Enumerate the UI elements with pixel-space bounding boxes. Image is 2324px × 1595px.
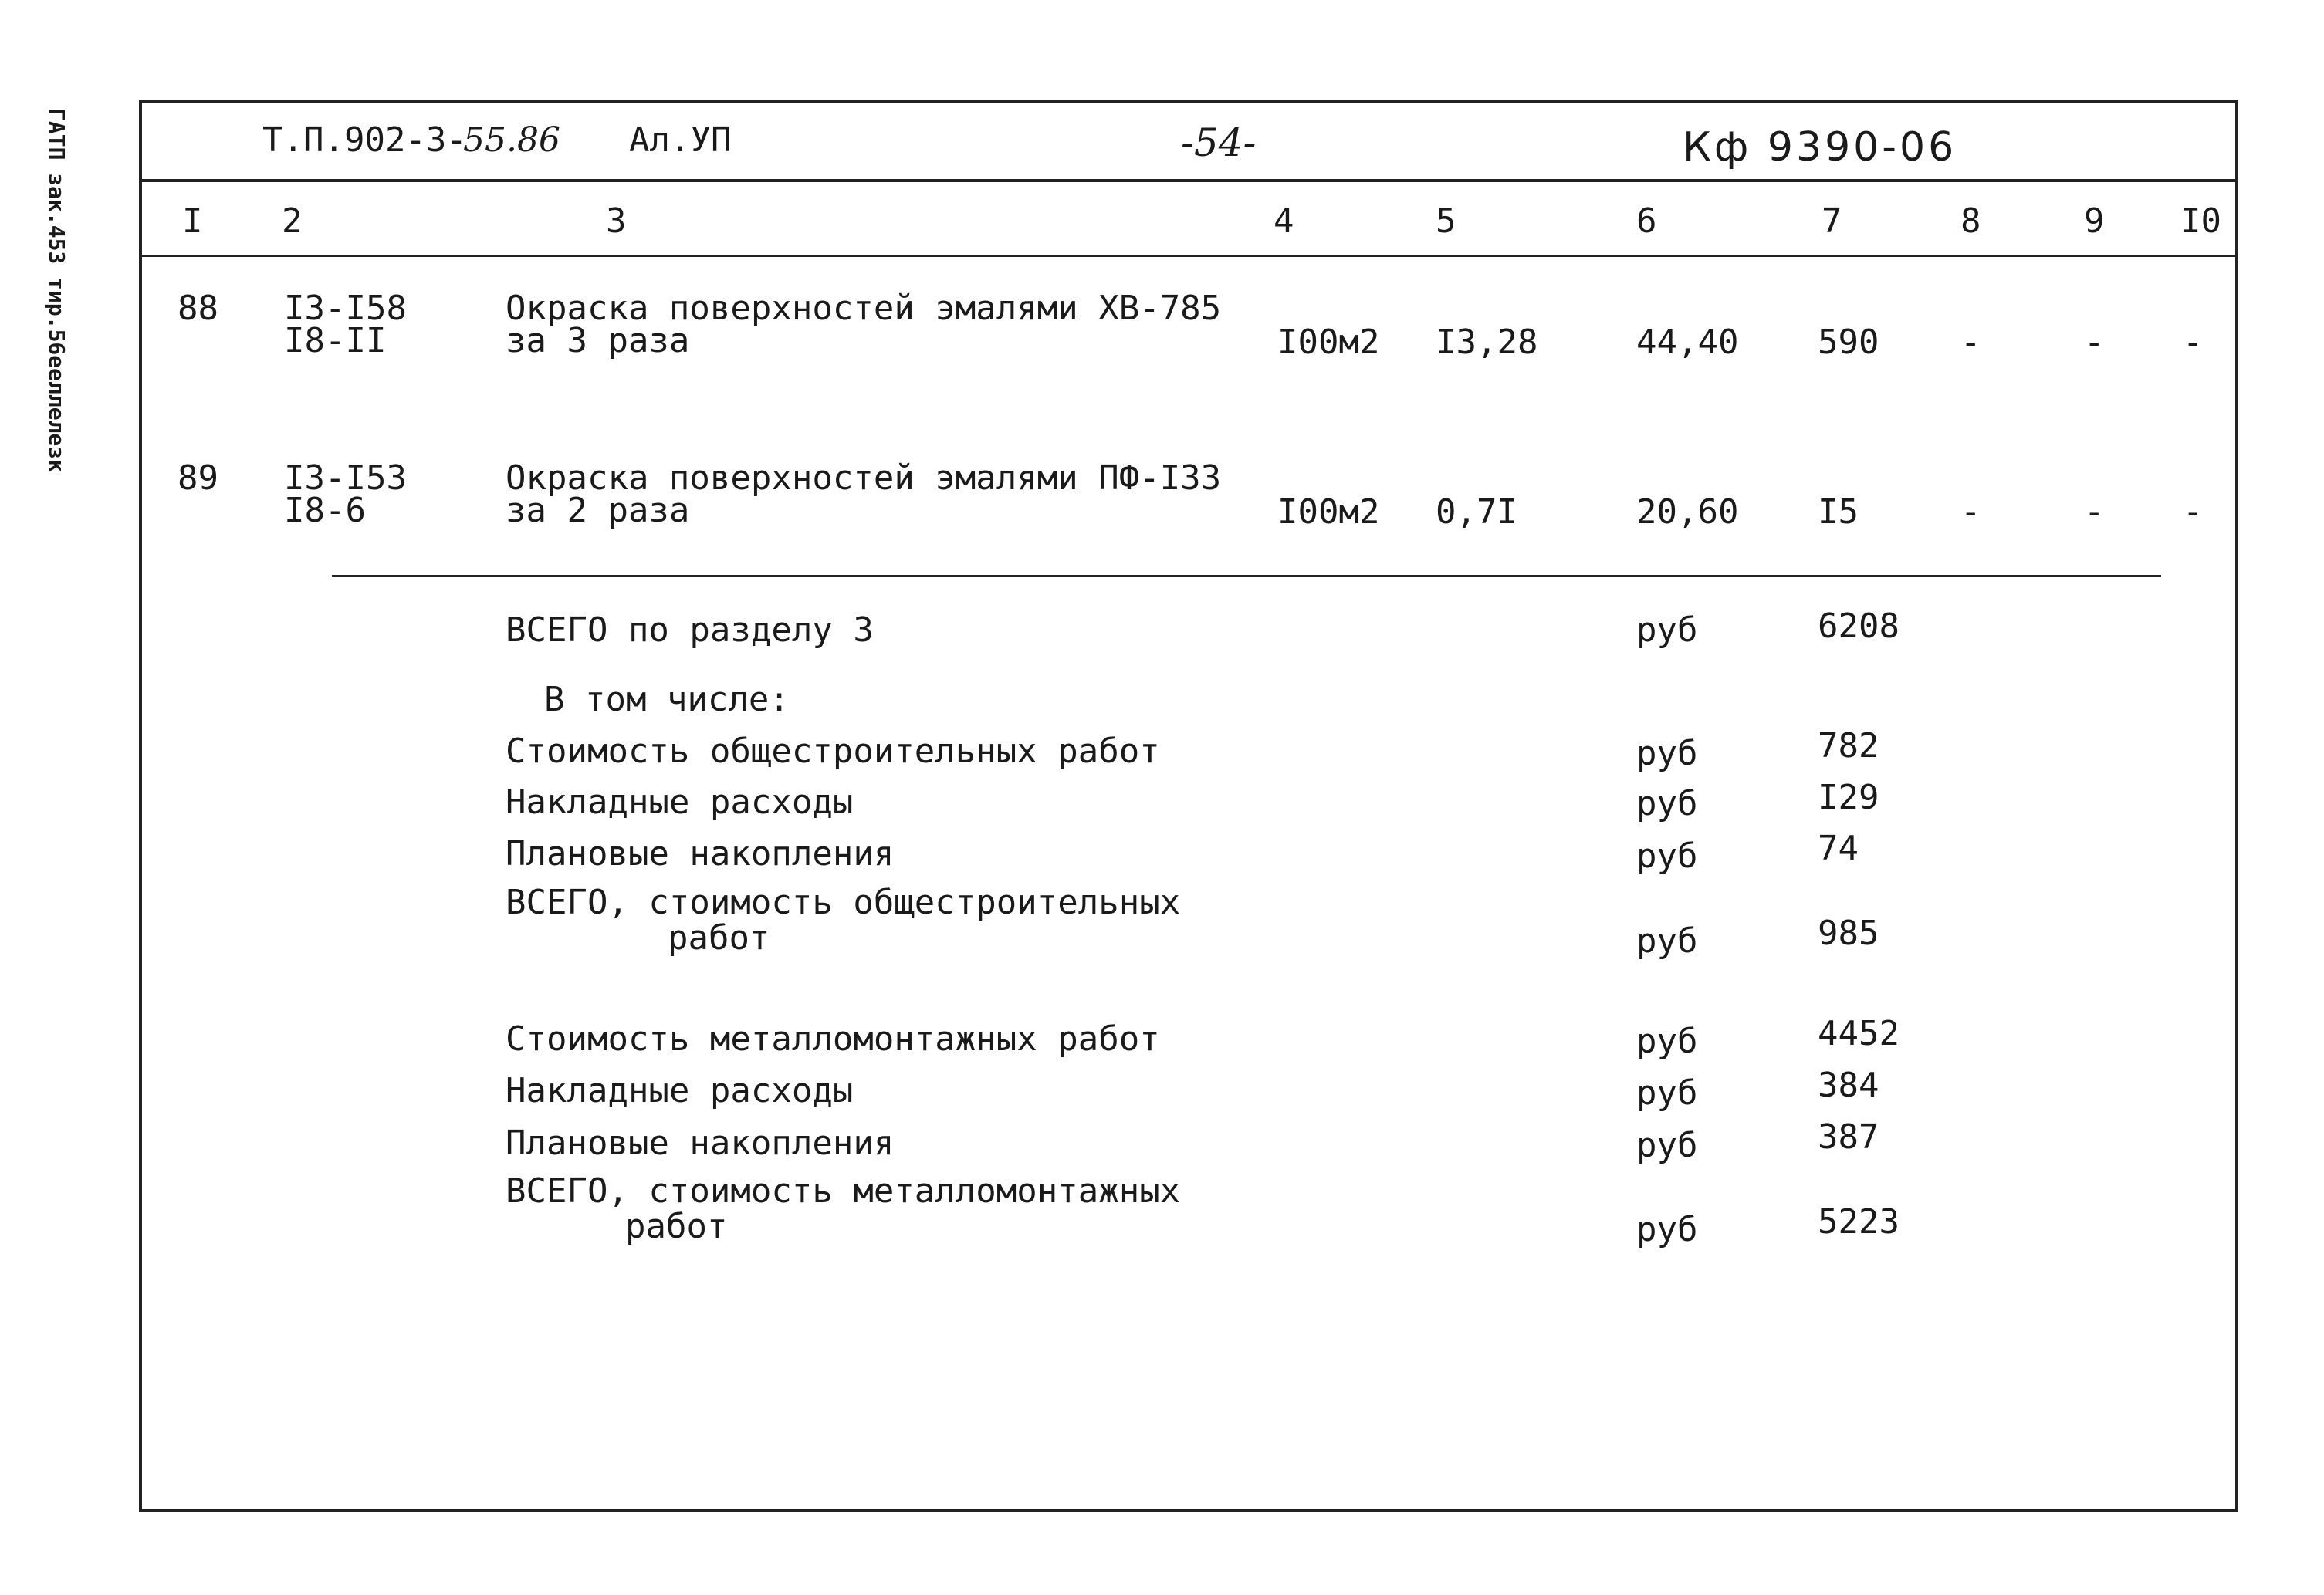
summary-item-label: ВСЕГО, стоимость общестроительных [506, 883, 1181, 922]
row-89-price: 20,60 [1636, 492, 1739, 532]
summary-item-value: 4452 [1818, 1014, 1899, 1053]
side-stamp [46, 108, 93, 540]
row-89-code1: I3-I53 [284, 458, 407, 498]
summary-item-unit: руб [1636, 1210, 1698, 1249]
row-89-code2: I8-6 [284, 491, 366, 530]
row-89-num: 89 [178, 458, 218, 498]
col-header-7: 7 [1822, 201, 1842, 241]
summary-item-unit: руб [1636, 921, 1698, 961]
summary-item-label: ВСЕГО, стоимость металломонтажных [506, 1171, 1181, 1211]
side-stamp-text: ГАТП зак.453 тир.56ееллелезк [44, 108, 69, 473]
row-89-col8: - [1960, 492, 1981, 532]
row-88-code1: I3-I58 [284, 289, 407, 328]
row-88-col10: - [2183, 323, 2204, 362]
row-89-col10: - [2183, 492, 2204, 532]
album-label: Ал.УП [629, 120, 732, 160]
header-divider [139, 179, 2238, 182]
col-header-1: I [182, 201, 203, 241]
summary-item-label: Плановые накопления [506, 1124, 895, 1163]
section-total-value: 6208 [1818, 607, 1899, 646]
col-header-3: 3 [606, 201, 627, 241]
summary-item-unit: руб [1636, 1022, 1698, 1061]
col-header-6: 6 [1636, 201, 1657, 241]
row-88-unit: I00м2 [1277, 323, 1380, 362]
summary-item-unit: руб [1636, 784, 1698, 823]
row-88-qty: I3,28 [1436, 323, 1538, 362]
row-89-col9: - [2084, 492, 2105, 532]
row-89-desc2: за 2 раза [506, 491, 690, 530]
row-88-col9: - [2084, 323, 2105, 362]
summary-item-label-cont: работ [668, 918, 770, 958]
rows-bottom-divider [332, 575, 2161, 577]
row-88-num: 88 [178, 289, 218, 328]
page-number: -54- [1181, 120, 1257, 165]
summary-item-unit: руб [1636, 1126, 1698, 1165]
summary-item-value: 782 [1818, 726, 1879, 765]
including-label: В том числе: [544, 680, 790, 719]
summary-item-value: 985 [1818, 914, 1879, 953]
summary-item-value: 74 [1818, 829, 1859, 868]
col-header-2: 2 [282, 201, 303, 241]
row-88-price: 44,40 [1636, 323, 1739, 362]
summary-item-value: 5223 [1818, 1202, 1899, 1242]
summary-item-unit: руб [1636, 1073, 1698, 1113]
col-header-5: 5 [1436, 201, 1456, 241]
summary-item-unit: руб [1636, 836, 1698, 876]
summary-item-label: Стоимость общестроительных работ [506, 732, 1160, 771]
summary-item-label-cont: работ [625, 1207, 728, 1246]
col-header-8: 8 [1960, 201, 1981, 241]
column-header-divider [139, 255, 2238, 257]
summary-item-value: I29 [1818, 778, 1879, 817]
summary-item-label: Накладные расходы [506, 1071, 854, 1110]
summary-item-value: 384 [1818, 1066, 1879, 1105]
section-total-label: ВСЕГО по разделу 3 [506, 610, 874, 650]
col-header-4: 4 [1274, 201, 1294, 241]
doc-code: Т.П.902-3- [262, 120, 467, 160]
row-88-desc2: за 3 раза [506, 321, 690, 360]
row-88-cost: 590 [1818, 323, 1879, 362]
row-88-desc1: Окраска поверхностей эмалями ХВ-785 [506, 289, 1222, 328]
doc-code-handwritten: 55.86 [463, 120, 560, 160]
kf-number: Кф 9390-06 [1683, 124, 1957, 171]
summary-item-label: Стоимость металломонтажных работ [506, 1019, 1160, 1059]
row-89-unit: I00м2 [1277, 492, 1380, 532]
row-89-cost: I5 [1818, 492, 1859, 532]
row-88-col8: - [1960, 323, 1981, 362]
row-89-qty: 0,7I [1436, 492, 1517, 532]
col-header-10: I0 [2180, 201, 2221, 241]
summary-item-unit: руб [1636, 734, 1698, 773]
summary-item-value: 387 [1818, 1117, 1879, 1157]
row-89-desc1: Окраска поверхностей эмалями ПФ-I33 [506, 458, 1222, 498]
summary-item-label: Накладные расходы [506, 782, 854, 822]
col-header-9: 9 [2084, 201, 2105, 241]
section-total-unit: руб [1636, 610, 1698, 650]
row-88-code2: I8-II [284, 321, 387, 360]
summary-item-label: Плановые накопления [506, 834, 895, 874]
